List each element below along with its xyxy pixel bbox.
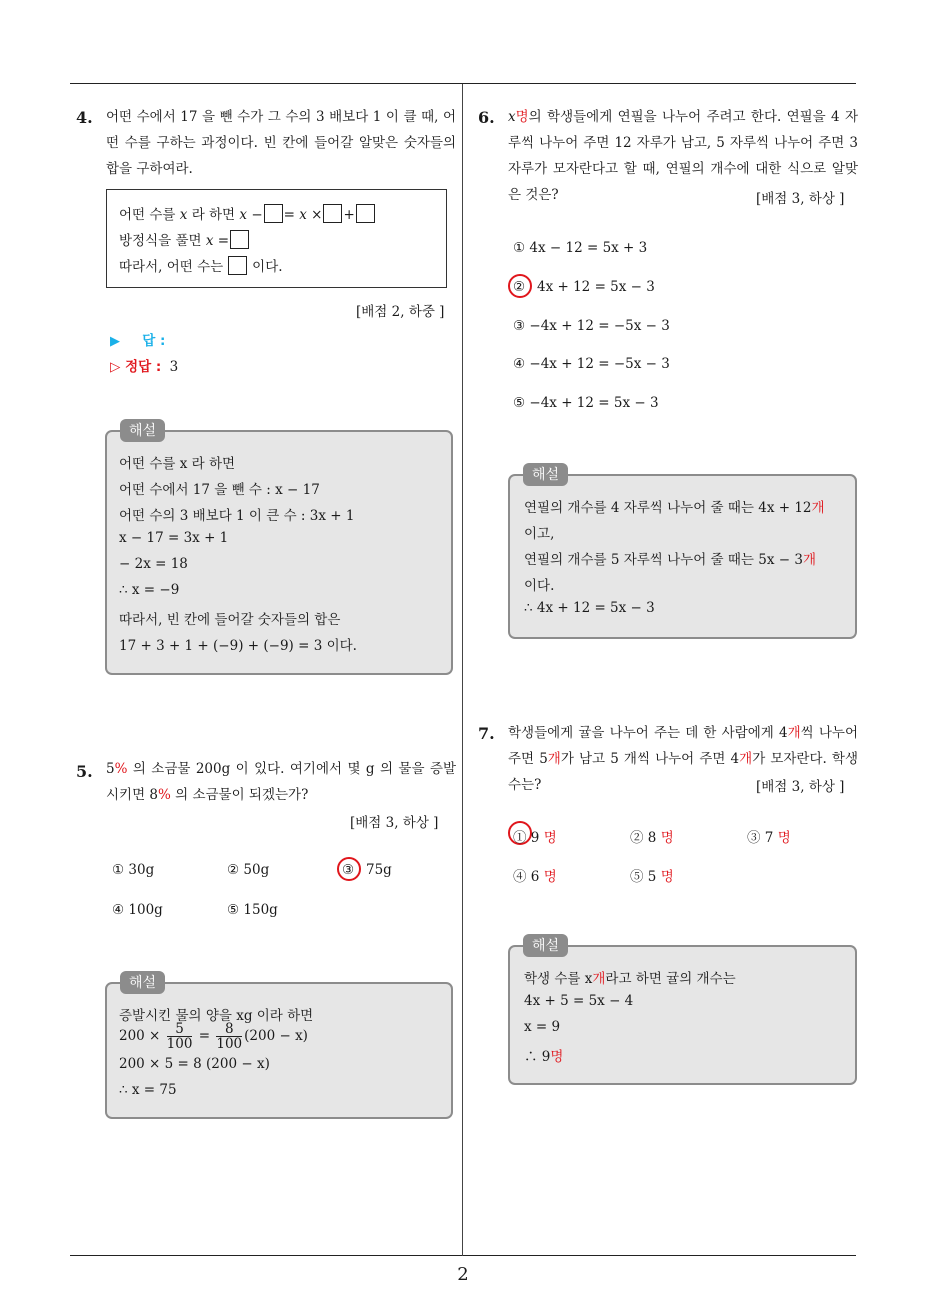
solution-line: 학생 수를 x개라고 하면 귤의 개수는: [524, 971, 736, 987]
question-5-score: [배점 3, 하상 ]: [350, 815, 439, 831]
page-number: 2: [457, 1264, 469, 1285]
choice-1[interactable]: ① 9 명: [513, 830, 557, 846]
choice-2-value[interactable]: 4x + 12 = 5x − 3: [537, 279, 655, 295]
blank-box[interactable]: [323, 204, 342, 223]
question-5-text: 5% 의 소금물 200g 이 있다. 여기에서 몇 g 의 물을 증발시키면 8% 의 소금물이 되겠는가?: [106, 761, 456, 803]
solution-line: 연필의 개수를 4 자루씩 나누어 줄 때는 4x + 12개: [524, 500, 825, 516]
fraction: $\frac{8}{100}$: [216, 1021, 243, 1052]
solution-line-fraction: 200 × $\frac{5}{100}$ = $\frac{8}{100}$ (200 − x): [119, 1021, 308, 1052]
choice-5[interactable]: ⑤ 5 명: [630, 869, 674, 885]
solution-line: 17 + 3 + 1 + (−9) + (−9) = 3 이다.: [119, 638, 357, 654]
choice-3[interactable]: ③ 7 명: [747, 830, 791, 846]
question-6-solution: [508, 467, 857, 639]
solution-line: 어떤 수의 3 배보다 1 이 큰 수 : 3x + 1: [119, 508, 355, 524]
column-divider: [462, 84, 463, 1256]
fraction: $\frac{5}{100}$: [166, 1021, 193, 1052]
solution-line: ∴ x = −9: [119, 582, 180, 598]
solution-line: 어떤 수에서 17 을 뺀 수 : x − 17: [119, 482, 320, 498]
solution-line: x = 9: [524, 1019, 561, 1035]
solution-tab: 해설: [523, 934, 568, 957]
solution-line: 이고,: [524, 526, 555, 542]
solution-tab: 해설: [120, 971, 165, 994]
solution-line: 4x + 5 = 5x − 4: [524, 993, 634, 1009]
correct-answer-label: ▷ 정답 :: [110, 359, 162, 375]
process-line-3: 따라서, 어떤 수는 이다.: [119, 255, 283, 275]
blank-box[interactable]: [264, 204, 283, 223]
solution-line: 이다.: [524, 578, 555, 594]
choice-2-mark[interactable]: ②: [513, 279, 526, 295]
choice-4[interactable]: ④ 6 명: [513, 869, 557, 885]
choice-5[interactable]: ⑤ −4x + 12 = 5x − 3: [513, 395, 659, 411]
solution-line: ∴ 9명: [524, 1049, 564, 1065]
solution-tab: 해설: [120, 419, 165, 442]
solution-line: 증발시킨 물의 양을 xg 이라 하면: [119, 1008, 314, 1024]
play-arrow-icon: ▶: [110, 334, 120, 349]
solution-line: ∴ 4x + 12 = 5x − 3: [524, 600, 655, 616]
question-7-solution: [508, 938, 857, 1085]
question-4-score: [배점 2, 하중 ]: [356, 304, 445, 320]
solution-line: ∴ x = 75: [119, 1082, 177, 1098]
correct-answer-value: 3: [169, 359, 179, 375]
question-5-solution: [105, 975, 453, 1119]
process-line-2: 방정식을 풀면 x =: [119, 229, 250, 249]
solution-line: x − 17 = 3x + 1: [119, 530, 229, 546]
blank-box[interactable]: [230, 230, 249, 249]
question-4-process-box: [106, 189, 447, 288]
answer-row: [110, 329, 165, 349]
question-7-number: 7.: [478, 724, 495, 743]
solution-tab: 해설: [523, 463, 568, 486]
choice-3[interactable]: ③ −4x + 12 = −5x − 3: [513, 318, 670, 334]
question-4-solution: [105, 423, 453, 675]
choice-3-value[interactable]: 75g: [366, 862, 392, 878]
top-rule: [70, 83, 856, 84]
answer-label: 답 :: [142, 333, 166, 349]
solution-line: 200 × 5 = 8 (200 − x): [119, 1056, 270, 1072]
choice-4[interactable]: ④ 100g: [112, 902, 163, 918]
choice-5[interactable]: ⑤ 150g: [227, 902, 278, 918]
blank-box[interactable]: [356, 204, 375, 223]
choice-2[interactable]: ② 50g: [227, 862, 270, 878]
correct-answer-row: [110, 355, 178, 375]
choice-2[interactable]: ② 8 명: [630, 830, 674, 846]
question-5-number: 5.: [76, 762, 93, 781]
question-7-score: [배점 3, 하상 ]: [756, 779, 845, 795]
blank-box[interactable]: [228, 256, 247, 275]
solution-line: 따라서, 빈 칸에 들어갈 숫자들의 합은: [119, 612, 341, 628]
choice-4[interactable]: ④ −4x + 12 = −5x − 3: [513, 356, 670, 372]
question-4-number: 4.: [76, 108, 93, 127]
question-6-number: 6.: [478, 108, 495, 127]
process-line-1: 어떤 수를 x 라 하면 x − = x × +: [119, 203, 376, 223]
bottom-rule: [70, 1255, 856, 1256]
solution-line: − 2x = 18: [119, 556, 188, 572]
solution-line: 연필의 개수를 5 자루씩 나누어 줄 때는 5x − 3개: [524, 552, 816, 568]
solution-line: 어떤 수를 x 라 하면: [119, 456, 236, 472]
question-6-text: x명의 학생들에게 연필을 나누어 주려고 한다. 연필을 4 자루씩 나누어 주면 12 자루가 남고, 5 자루씩 나누어 주면 3 자루가 모자란다고 할 때, 연필의 개수에 대한 식으로 알맞은 것은?: [508, 109, 858, 203]
question-4-text: 어떤 수에서 17 을 뺀 수가 그 수의 3 배보다 1 이 클 때, 어떤 수를 구하는 과정이다. 빈 칸에 들어갈 알맞은 숫자들의 합을 구하여라.: [106, 109, 456, 177]
choice-1[interactable]: ① 4x − 12 = 5x + 3: [513, 240, 648, 256]
choice-1[interactable]: ① 30g: [112, 862, 155, 878]
question-7-text: 학생들에게 귤을 나누어 주는 데 한 사람에게 4개씩 나누어 주면 5개가 남고 5 개씩 나누어 주면 4개가 모자란다. 학생 수는?: [508, 725, 858, 793]
question-6-score: [배점 3, 하상 ]: [756, 191, 845, 207]
choice-3-mark[interactable]: ③: [342, 862, 355, 878]
